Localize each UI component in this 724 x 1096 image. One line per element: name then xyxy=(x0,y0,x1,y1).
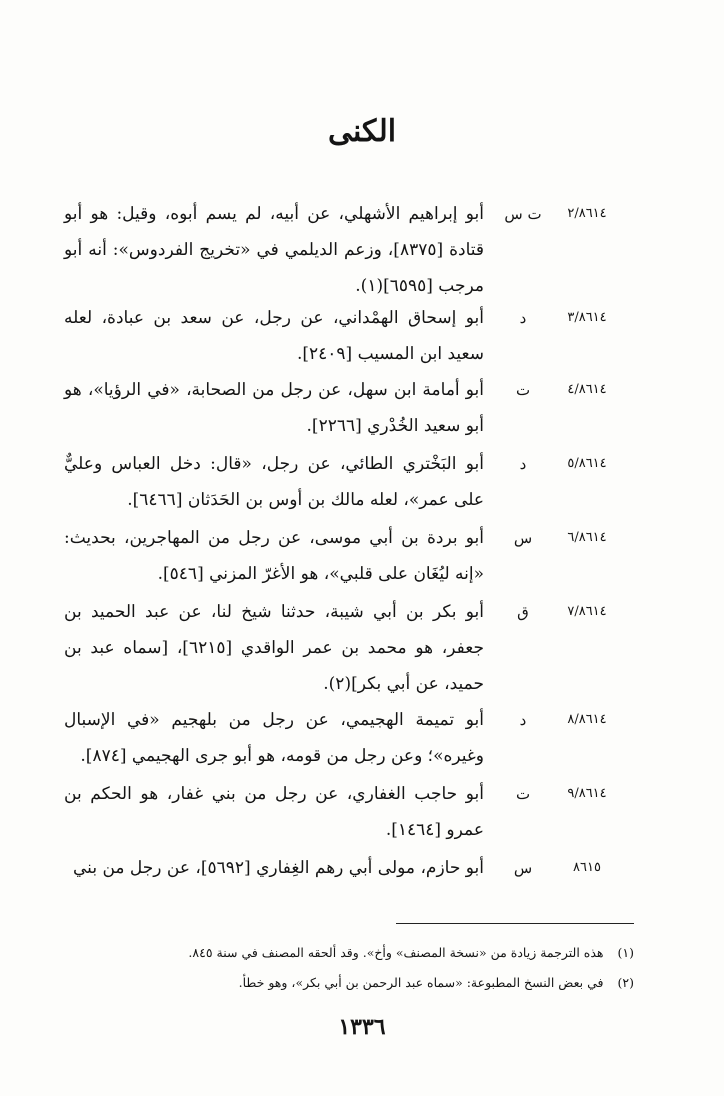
entry-number: ٢/٨٦١٤ xyxy=(567,206,607,221)
entry-code: د xyxy=(519,309,527,327)
entry-code: ت xyxy=(515,381,531,399)
footnote-divider xyxy=(396,923,634,924)
entry-text: أبو أمامة ابن سهل، عن رجل من الصحابة، «في الرؤيا»، هو أبو سعيد الخُدْري [٢٢٦٦]. xyxy=(64,380,484,436)
entry-number: ٨/٨٦١٤ xyxy=(567,712,607,727)
footnote-text: هذه الترجمة زيادة من «نسخة المصنف» وأخ». وقد ألحقه المصنف في سنة ٨٤٥. xyxy=(188,945,604,960)
entry-number: ٥/٨٦١٤ xyxy=(567,456,607,471)
entry-text: أبو البَخْتري الطائي، عن رجل، «قال: دخل العباس وعليٌّ على عمر»، لعله مالك بن أوس بن الحَدَثان [٦٤٦٦]. xyxy=(64,454,484,510)
entry-number: ٤/٨٦١٤ xyxy=(567,382,607,397)
entry-number: ٨٦١٥ xyxy=(573,860,601,875)
footnote-number: (١) xyxy=(617,945,634,960)
entry-text: أبو تميمة الهجيمي، عن رجل من بلهجيم «في الإسبال وغيره»؛ وعن رجل من قومه، هو أبو جرى الهجيمي [٨٧٤]. xyxy=(64,710,484,766)
entry-text: أبو إبراهيم الأشهلي، عن أبيه، لم يسم أبوه، وقيل: هو أبو قتادة [٨٣٧٥]، وزعم الديلمي في «تخريج الفردوس»: أنه أبو مرجب [٦٥٩٥](١). xyxy=(64,204,485,296)
page-number: ١٣٣٦ xyxy=(338,1014,386,1040)
entry-code: د xyxy=(519,711,527,729)
entry-code: س xyxy=(513,859,533,877)
entry-text: أبو بكر بن أبي شيبة، حدثنا شيخ لنا، عن عبد الحميد بن جعفر، هو محمد بن عمر الواقدي [٦٢١٥]، [سماه عبد بن حميد، عن أبي بكر](٢). xyxy=(64,602,484,694)
entry-text: أبو حاجب الغفاري، عن رجل من بني غفار، هو الحكم بن عمرو [١٤٦٤]. xyxy=(64,784,484,840)
entry-number: ٣/٨٦١٤ xyxy=(567,310,607,325)
entry-code: ق xyxy=(517,603,529,621)
footnote-number: (٢) xyxy=(617,975,634,990)
entry-text: أبو حازم، مولى أبي رهم الغِفاري [٥٦٩٢]، عن رجل من بني xyxy=(73,858,484,878)
entry-code: س xyxy=(513,529,533,547)
page-title: الكنى xyxy=(327,114,397,149)
entry-number: ٦/٨٦١٤ xyxy=(567,530,607,545)
footnote xyxy=(140,944,634,962)
entry-code: د xyxy=(519,455,527,473)
entry-number: ٧/٨٦١٤ xyxy=(567,604,607,619)
entry-code: ت س xyxy=(504,205,542,223)
entry-number: ٩/٨٦١٤ xyxy=(567,786,607,801)
entry-text: أبو إسحاق الهمْداني، عن رجل، عن سعد بن عبادة، لعله سعيد ابن المسيب [٢٤٠٩]. xyxy=(64,308,484,364)
entry-code: ت xyxy=(515,785,531,803)
footnote xyxy=(140,974,634,992)
footnote-text: في بعض النسخ المطبوعة: «سماه عبد الرحمن بن أبي بكر»، وهو خطأ. xyxy=(238,975,604,990)
entry-text: أبو بردة بن أبي موسى، عن رجل من المهاجرين، بحديث: «إنه ليُغَان على قلبي»، هو الأغرّ المزني [٥٤٦]. xyxy=(64,528,484,584)
